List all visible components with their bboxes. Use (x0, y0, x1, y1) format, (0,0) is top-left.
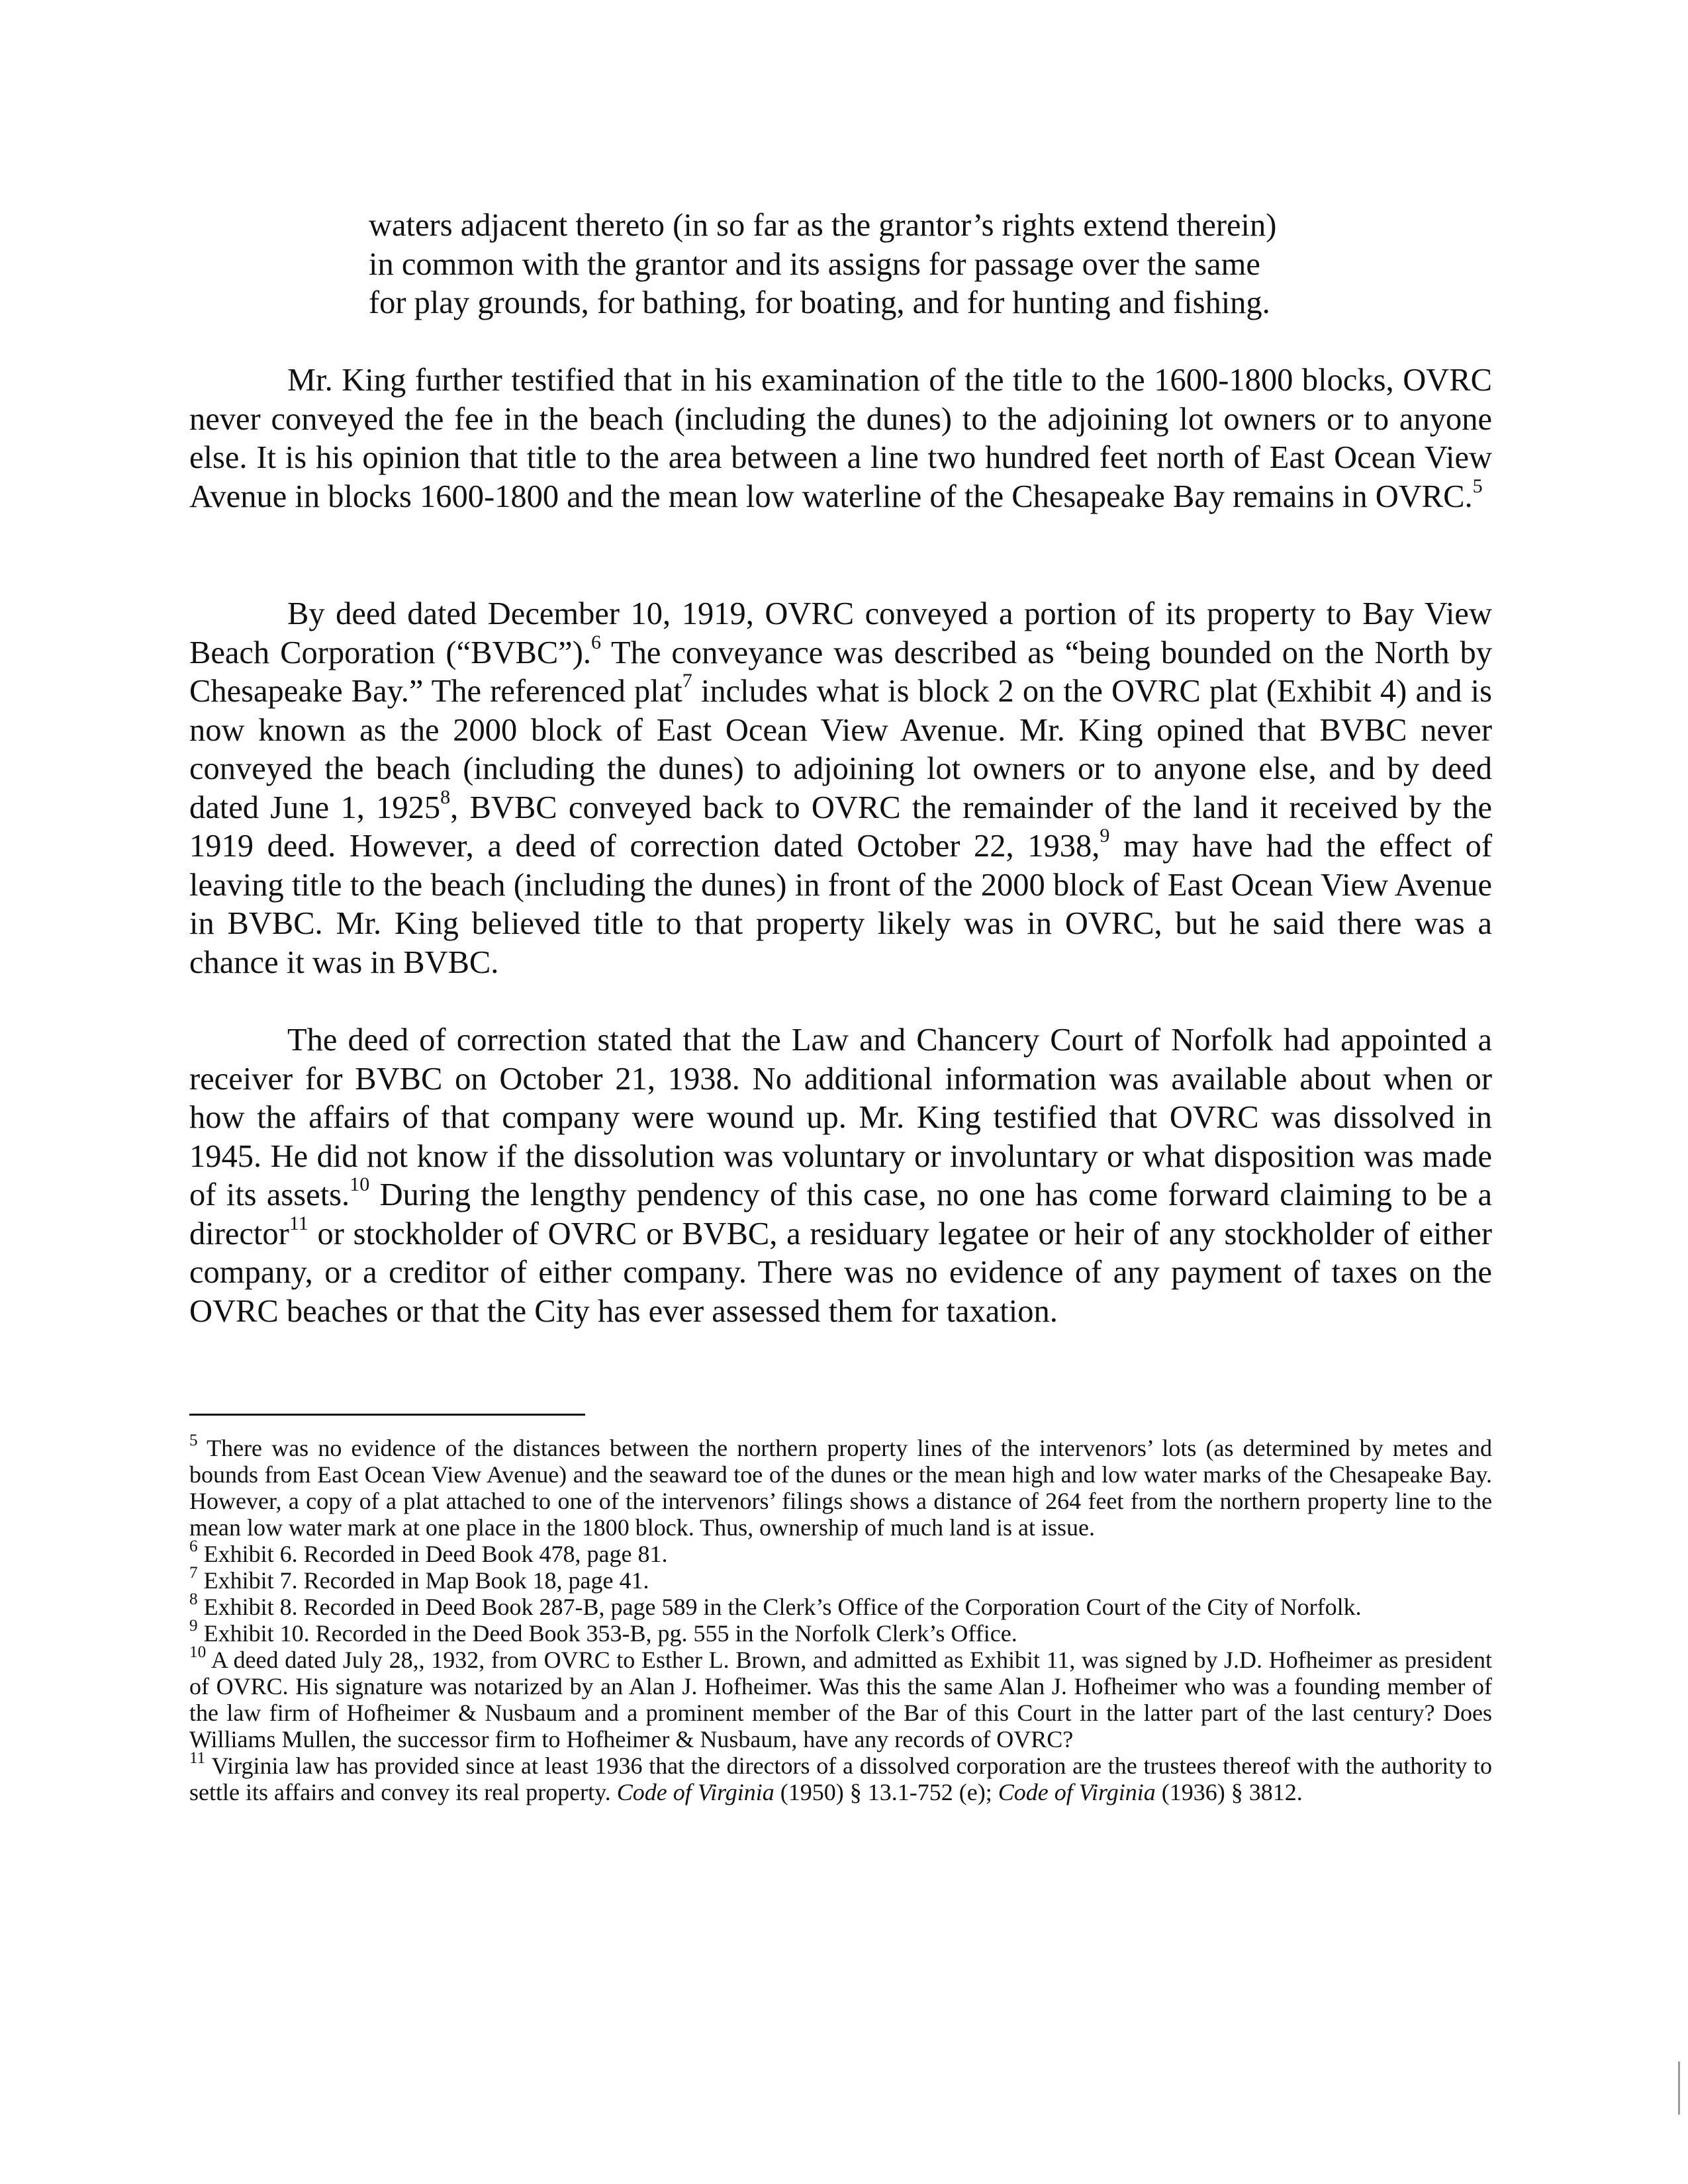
paragraph-text: may have had the effect of leaving title to the beach (including the dunes) in front of the 2000 block of East Ocean View Avenue in BVBC. Mr. King believed title to that property likely was in OVRC, but he said there was a chance it was in BVBC. (189, 829, 1492, 980)
footnote-number: 8 (189, 1590, 198, 1609)
footnote-text: Virginia law has provided since at least 1936 that the directors of a dissolved corporation are the trustees thereof with the authority to settle its affairs and convey its real property. (189, 1752, 1492, 1805)
footnote-text: (1936) § 3812. (1155, 1779, 1303, 1805)
paragraph-text: , BVBC conveyed back to OVRC the remainder of the land it received by the 1919 deed. However, a deed of correction dated October 22, 1938, (189, 790, 1492, 864)
footnote-text: Exhibit 10. Recorded in the Deed Book 353-B, pg. 555 in the Norfolk Clerk’s Office. (197, 1620, 1017, 1647)
footnote-ref: 6 (590, 630, 601, 653)
footnote-text: Exhibit 8. Recorded in Deed Book 287-B, page 589 in the Clerk’s Office of the Corporation Court of the City of Norfolk. (197, 1594, 1362, 1620)
footnote-ref: 8 (440, 785, 451, 808)
footnote-ref: 7 (682, 669, 692, 692)
footnote-5 (189, 1432, 1492, 1541)
footnote-9 (189, 1617, 1492, 1647)
footnote-text: There was no evidence of the distances between the northern property lines of the intervenors’ lots (as determined by metes and bounds from East Ocean View Avenue) and the seaward toe of the dunes or the mean high and low water marks of the Chesapeake Bay. However, a copy of a plat attached to one of the intervenors’ filings shows a distance of 264 feet from the northern property line to the mean low water mark at one place in the 1800 block. Thus, ownership of much land is at issue. (189, 1435, 1492, 1541)
citation: Code of Virginia (998, 1779, 1156, 1805)
paragraph-text: During the lengthy pendency of this case, no one has come forward claiming to be a director (189, 1177, 1492, 1251)
paragraph-text: includes what is block 2 on the OVRC plat (Exhibit 4) and is now known as the 2000 block of East Ocean View Avenue. Mr. King opined that BVBC never conveyed the beach (including the dunes) to adjoining lot owners or to anyone else, and by deed dated June 1, 1925 (189, 674, 1492, 825)
paragraph-receiver (189, 1021, 1492, 1331)
paragraph-text: The deed of correction stated that the Law and Chancery Court of Norfolk had appointed a receiver for BVBC on October 21, 1938. No additional information was available about when or how the affairs of that company were wound up. Mr. King testified that OVRC was dissolved in 1945. He did not know if the dissolution was voluntary or involuntary or what disposition was made of its assets. (189, 1023, 1492, 1212)
footnote-number: 5 (189, 1432, 198, 1450)
paragraph-title-opinion (189, 361, 1492, 516)
paragraph-text: The conveyance was described as “being bounded on the North by Chesapeake Bay.” The referenced plat (189, 635, 1492, 709)
paragraph-bvbc-deed (189, 595, 1492, 982)
footnote-number: 11 (189, 1749, 206, 1768)
footnote-ref: 10 (350, 1173, 370, 1196)
footnote-text: Exhibit 7. Recorded in Map Book 18, page 41. (197, 1567, 649, 1594)
paragraph-text: By deed dated December 10, 1919, OVRC conveyed a portion of its property to Bay View Beach Corporation (“BVBC”). (189, 596, 1492, 670)
paragraph-text: or stockholder of OVRC or BVBC, a residuary legatee or heir of any stockholder of either company, or a creditor of either company. There was no evidence of any payment of taxes on the OVRC beaches or that the City has ever assessed them for taxation. (189, 1216, 1492, 1329)
footnote-text: (1950) § 13.1-752 (e); (774, 1779, 998, 1805)
footnote-ref: 9 (1100, 824, 1110, 847)
footnote-6 (189, 1537, 1492, 1567)
footnote-number: 7 (189, 1564, 198, 1582)
footnote-11 (189, 1749, 1492, 1805)
footnote-ref: 11 (289, 1211, 308, 1234)
footnote-text: A deed dated July 28,, 1932, from OVRC to Esther L. Brown, and admitted as Exhibit 11, was signed by J.D. Hofheimer as president of OVRC. His signature was notarized by an Alan J. Hofheimer. Was this the same Alan J. Hofheimer who was a founding member of the law firm of Hofheimer & Nusbaum and a prominent member of the Bar of this Court in the latter part of the last century? Does Williams Mullen, the successor firm to Hofheimer & Nusbaum, have any records of OVRC? (189, 1647, 1492, 1752)
block-quote (369, 206, 1348, 323)
footnote-number: 10 (189, 1643, 207, 1662)
footnotes (189, 1432, 1492, 1805)
scan-edge-mark (1678, 2062, 1680, 2115)
citation: Code of Virginia (616, 1779, 774, 1805)
footnote-7 (189, 1564, 1492, 1594)
footnote-text: Exhibit 6. Recorded in Deed Book 478, page 81. (197, 1541, 668, 1567)
footnote-ref: 5 (1472, 474, 1483, 497)
quote-line: for play grounds, for bathing, for boating, and for hunting and fishing. (369, 285, 1270, 320)
quote-line: in common with the grantor and its assigns for passage over the same (369, 246, 1260, 282)
quote-line: waters adjacent thereto (in so far as the grantor’s rights extend therein) (369, 208, 1277, 243)
paragraph-text: Mr. King further testified that in his examination of the title to the 1600-1800 blocks, OVRC never conveyed the fee in the beach (including the dunes) to the adjoining lot owners or to anyone else. It is his opinion that title to the area between a line two hundred feet north of East Ocean View Avenue in blocks 1600-1800 and the mean low waterline of the Chesapeake Bay remains in OVRC. (189, 363, 1492, 514)
footnote-10 (189, 1643, 1492, 1752)
footnote-number: 6 (189, 1537, 198, 1556)
footnote-separator (189, 1414, 585, 1416)
footnote-8 (189, 1590, 1492, 1620)
footnote-number: 9 (189, 1617, 198, 1635)
